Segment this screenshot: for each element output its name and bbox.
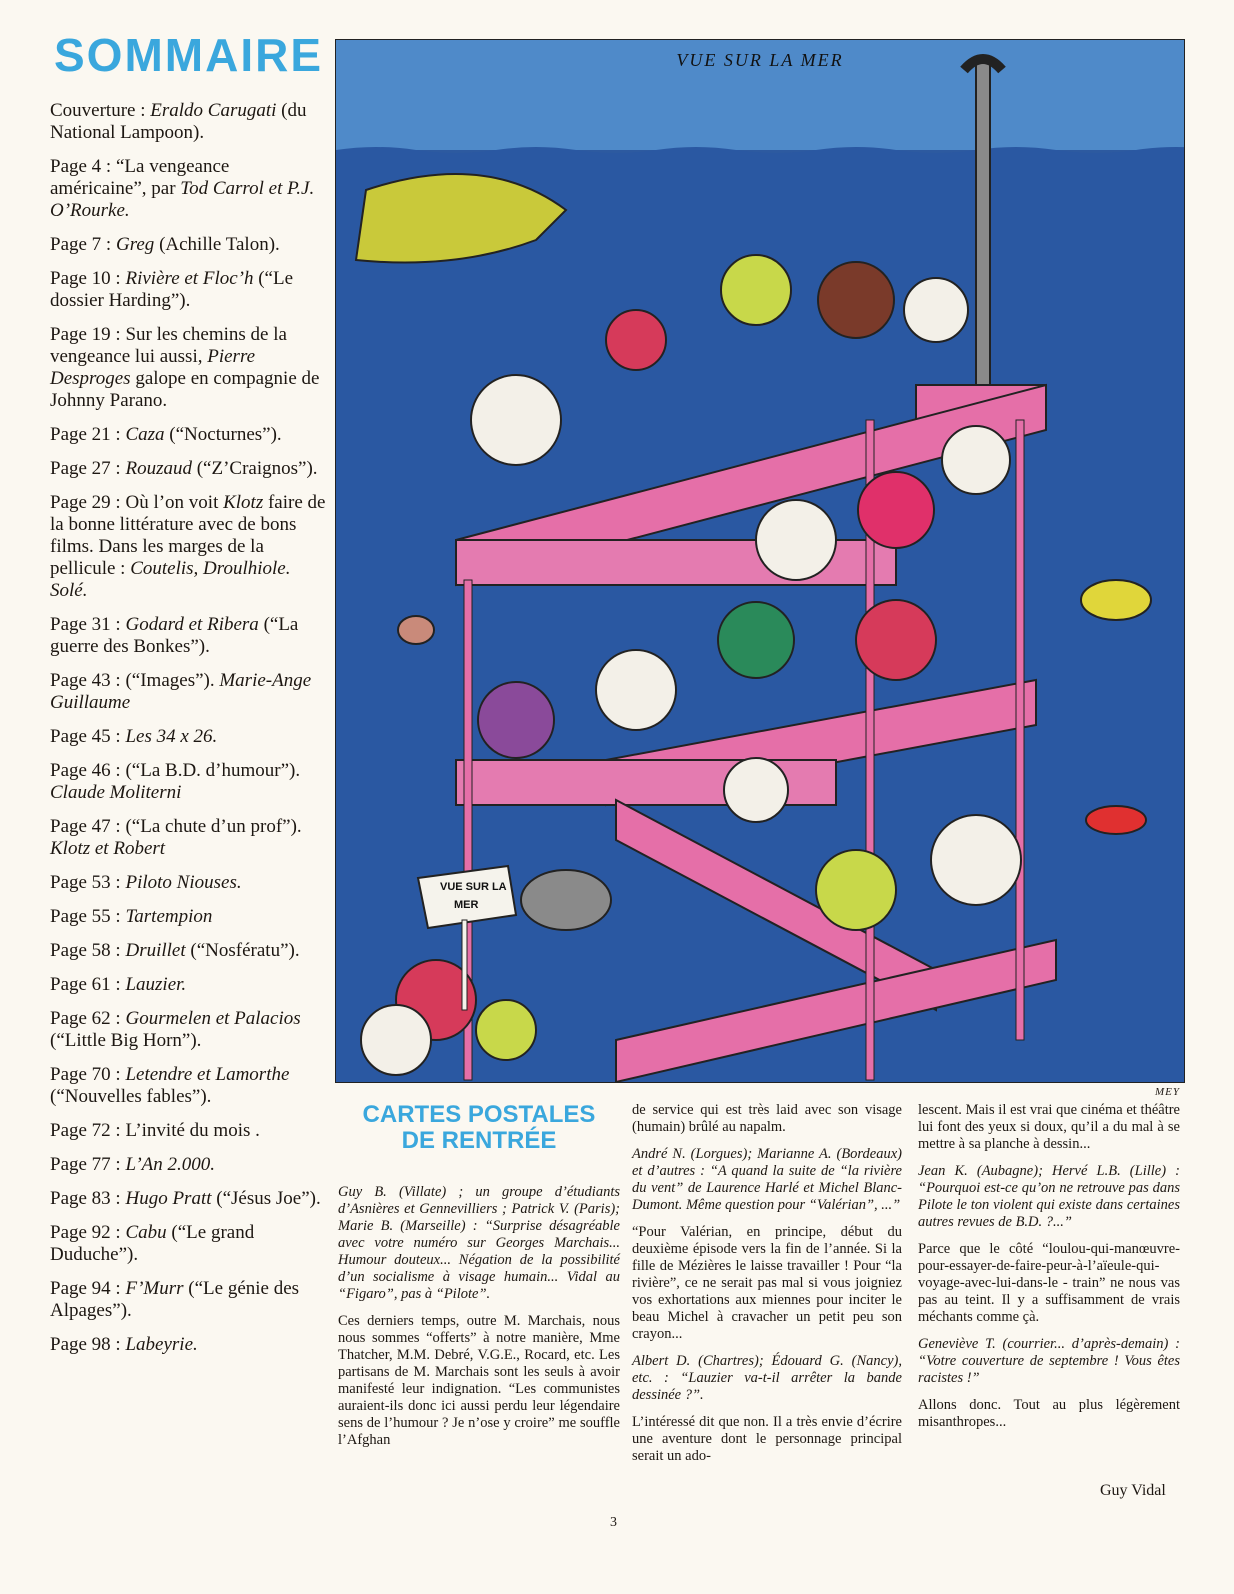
toc-entry-label: Page 19 : bbox=[50, 324, 121, 345]
letters-column-3 bbox=[918, 1102, 1180, 1441]
toc-entry bbox=[50, 974, 328, 996]
toc-entry bbox=[50, 1008, 328, 1052]
toc-entry-italic: Labeyrie. bbox=[125, 1334, 198, 1355]
sign-text-line1: VUE SUR LA bbox=[440, 881, 507, 893]
toc-entry-text: (du National Lampoon). bbox=[50, 100, 307, 143]
editor-reply: Ces derniers temps, outre M. Marchais, nous nous sommes “offerts” à notre manière, Mme Thatcher, M.M. Debré, V.G.E., Rocard, etc. Les partisans de M. Marchais sont les seuls à avoir manifesté leur indignation. “Les communistes auraient-ils donc ici aussi perdu leur légendaire sens de l’humour ? Je n’ose y croire” me souffle l’Afghan bbox=[338, 1313, 620, 1448]
toc-entry-label: Page 7 : bbox=[50, 234, 112, 255]
underwater-cartoon bbox=[336, 40, 1184, 1082]
toc-entry-label: Page 72 : bbox=[50, 1120, 121, 1141]
toc-entry-label: Page 98 : bbox=[50, 1334, 121, 1355]
illustration-vue-sur-la-mer bbox=[336, 40, 1184, 1082]
toc-entry bbox=[50, 1222, 328, 1266]
sign-text-line2: MER bbox=[454, 899, 479, 911]
toc-entry bbox=[50, 940, 328, 962]
toc-entry-italic: Druillet bbox=[125, 940, 186, 961]
illustration-title: VUE SUR LA MER bbox=[676, 50, 844, 70]
toc-entry-italic: F’Murr bbox=[125, 1278, 184, 1299]
toc-entry bbox=[50, 1064, 328, 1108]
toc-entry bbox=[50, 492, 328, 602]
editor-reply: Allons donc. Tout au plus légèrement misanthropes... bbox=[918, 1397, 1180, 1430]
toc-entry bbox=[50, 324, 328, 412]
toc-entry bbox=[50, 1188, 328, 1210]
toc-entry bbox=[50, 100, 328, 144]
toc-entry-italic: Marie-Ange Guillaume bbox=[50, 670, 312, 713]
toc-entry-italic: Pierre Desproges bbox=[50, 346, 256, 389]
toc-entry-text2: galope en compagnie de Johnny Parano. bbox=[50, 368, 320, 411]
editor-reply: lescent. Mais il est vrai que cinéma et théâtre lui font des yeux si doux, qu’il a du mal à se mettre à sa planche à dessin... bbox=[918, 1102, 1180, 1152]
toc-entry-italic: Hugo Pratt bbox=[125, 1188, 212, 1209]
toc-entry bbox=[50, 268, 328, 312]
editor-reply: “Pour Valérian, en principe, début du deuxième épisode vers la fin de l’année. Si la fille de Mézières le laisse travailler ! Pour “la rivière”, ce ne serait pas mal si vous joigniez vos exhortations aux miennes pour inciter le beau Michel à cravacher un petit peu son crayon... bbox=[632, 1224, 902, 1342]
toc-entry-label: Page 27 : bbox=[50, 458, 121, 479]
toc-entry-italic: Letendre et Lamorthe bbox=[125, 1064, 290, 1085]
toc-entry-italic: Gourmelen et Palacios bbox=[125, 1008, 301, 1029]
toc-entry-label: Page 31 : bbox=[50, 614, 121, 635]
toc-entry-label: Page 70 : bbox=[50, 1064, 121, 1085]
toc-entry bbox=[50, 1278, 328, 1322]
toc-entry-label: Page 29 : bbox=[50, 492, 121, 513]
toc-entry-italic: Rouzaud bbox=[125, 458, 192, 479]
toc-entry-text: (“Nosfératu”). bbox=[190, 940, 300, 961]
toc-entry-label: Page 77 : bbox=[50, 1154, 121, 1175]
toc-entry-italic: Caza bbox=[125, 424, 165, 445]
cartes-postales-title bbox=[338, 1102, 620, 1154]
toc-entry-text: “La vengeance américaine”, par bbox=[50, 156, 230, 199]
toc-entry bbox=[50, 726, 328, 748]
letters-column-2 bbox=[632, 1102, 902, 1475]
reader-letter-header: André N. (Lorgues); Marianne A. (Bordeaux) et d’autres : “A quand la suite de “la rivière du vent” de Laurence Harlé et Michel Blanc-Dumont. Même question pour “Valérian”, ...” bbox=[632, 1146, 902, 1213]
toc-entry-label: Page 58 : bbox=[50, 940, 121, 961]
toc-entry-italic: Klotz et Robert bbox=[50, 838, 166, 859]
toc-entry-text: (“Z’Craignos”). bbox=[196, 458, 318, 479]
toc-entry-italic: L’An 2.000. bbox=[125, 1154, 216, 1175]
toc-entry-label: Page 83 : bbox=[50, 1188, 121, 1209]
toc-entry-italic: Klotz bbox=[223, 492, 264, 513]
toc-entry-label: Page 61 : bbox=[50, 974, 121, 995]
artist-signature: MEY bbox=[1155, 1086, 1180, 1098]
toc-entry-text: (“La guerre des Bonkes”). bbox=[50, 614, 299, 657]
reader-letter-header: Jean K. (Aubagne); Hervé L.B. (Lille) : “Pourquoi est-ce qu’on ne retrouve pas dans Pilote le ton violent qui existe dans certaines autres revues de B.D. ?...” bbox=[918, 1163, 1180, 1230]
toc-entry-italic: Les 34 x 26. bbox=[125, 726, 218, 747]
toc-entry-italic: Claude Moliterni bbox=[50, 782, 182, 803]
toc-entry-text: (“La B.D. d’humour”). bbox=[125, 760, 301, 781]
toc-entry-label: Page 94 : bbox=[50, 1278, 121, 1299]
toc-entry-label: Page 92 : bbox=[50, 1222, 121, 1243]
toc-entry-text: (“Jésus Joe”). bbox=[216, 1188, 321, 1209]
toc-entry bbox=[50, 156, 328, 222]
toc-entry bbox=[50, 458, 328, 480]
toc-entry-text2: faire de la bonne littérature avec de bons films. Dans les marges de la pellicule : bbox=[50, 492, 326, 579]
author-signature: Guy Vidal bbox=[1100, 1482, 1166, 1499]
toc-entry-text: (“Le dossier Harding”). bbox=[50, 268, 294, 311]
toc-entry-italic: Greg bbox=[115, 234, 155, 255]
toc-entry-text: (“Nouvelles fables”). bbox=[50, 1086, 212, 1107]
toc-entry-italic: Piloto Niouses. bbox=[125, 872, 242, 893]
toc-entry-label: Page 53 : bbox=[50, 872, 121, 893]
table-of-contents bbox=[50, 100, 328, 1368]
page-number: 3 bbox=[610, 1515, 617, 1530]
toc-entry-text: (“La chute d’un prof”). bbox=[125, 816, 302, 837]
reader-letter-header: Albert D. (Chartres); Édouard G. (Nancy), etc. : “Lauzier va-t-il arrêter la bande dessinée ?”. bbox=[632, 1353, 902, 1403]
toc-entry bbox=[50, 816, 328, 860]
toc-entry-italic: Eraldo Carugati bbox=[150, 100, 277, 121]
toc-entry-label: Page 45 : bbox=[50, 726, 121, 747]
toc-entry bbox=[50, 670, 328, 714]
reader-letter-header: Guy B. (Villate) ; un groupe d’étudiants d’Asnières et Gennevilliers ; Patrick V. (Paris); Marie B. (Marseille) : “Surprise désagréable avec votre numéro sur Georges Marchais... Humour douteux... Négation de la possibilité d’un socialisme à visage humain... Vidal au “Figaro”, pas à “Pilote”. bbox=[338, 1184, 620, 1302]
toc-entry-label: Page 55 : bbox=[50, 906, 121, 927]
toc-entry-label: Page 47 : bbox=[50, 816, 121, 837]
editor-reply: Parce que le côté “loulou-qui-manœuvre-pour-essayer-de-faire-peur-à-l’aïeule-qui-voyage-avec-lui-dans-le - train” ne nous vas pas au teint. Il y a suffisamment de vrais méchants comme çà. bbox=[918, 1241, 1180, 1325]
toc-entry bbox=[50, 872, 328, 894]
editor-reply: L’intéressé dit que non. Il a très envie d’écrire une aventure dont le personnage principal serait un ado- bbox=[632, 1414, 902, 1464]
toc-entry-italic: Lauzier. bbox=[125, 974, 187, 995]
toc-entry bbox=[50, 1120, 328, 1142]
toc-entry-text: (Achille Talon). bbox=[159, 234, 280, 255]
toc-entry-italic2: Coutelis, Droulhiole. Solé. bbox=[50, 558, 291, 601]
sommaire-title: SOMMAIRE bbox=[54, 29, 323, 81]
toc-entry bbox=[50, 1154, 328, 1176]
toc-entry bbox=[50, 234, 328, 256]
toc-entry-text: L’invité du mois . bbox=[125, 1120, 260, 1141]
reader-letter-header: Geneviève T. (courrier... d’après-demain) : “Votre couverture de septembre ! Vous êtes racistes !” bbox=[918, 1336, 1180, 1386]
toc-entry-text: Où l’on voit bbox=[125, 492, 219, 513]
toc-entry-text: Sur les chemins de la vengeance lui aussi, bbox=[50, 324, 287, 367]
toc-entry bbox=[50, 1334, 328, 1356]
cartes-title-line1: CARTES POSTALES bbox=[362, 1101, 596, 1128]
toc-entry-italic: Godard et Ribera bbox=[125, 614, 259, 635]
toc-entry-text: (“Le génie des Alpages”). bbox=[50, 1278, 300, 1321]
toc-entry-italic: Tartempion bbox=[125, 906, 213, 927]
toc-entry-label: Page 21 : bbox=[50, 424, 121, 445]
toc-entry-text: (“Nocturnes”). bbox=[169, 424, 282, 445]
letters-column-1 bbox=[338, 1184, 620, 1459]
toc-entry-label: Page 62 : bbox=[50, 1008, 121, 1029]
toc-entry-italic: Tod Carrol et P.J. O’Rourke. bbox=[50, 178, 315, 221]
toc-entry-label: Couverture : bbox=[50, 100, 146, 121]
toc-entry-text: (“Little Big Horn”). bbox=[50, 1030, 202, 1051]
toc-entry bbox=[50, 424, 328, 446]
toc-entry-text: (“Le grand Duduche”). bbox=[50, 1222, 255, 1265]
toc-entry-label: Page 4 : bbox=[50, 156, 112, 177]
toc-entry-label: Page 46 : bbox=[50, 760, 121, 781]
editor-reply: de service qui est très laid avec son visage (humain) brûlé au napalm. bbox=[632, 1102, 902, 1135]
toc-entry-italic: Rivière et Floc’h bbox=[125, 268, 254, 289]
toc-entry bbox=[50, 760, 328, 804]
toc-entry-text: (“Images”). bbox=[125, 670, 215, 691]
toc-entry-italic: Cabu bbox=[125, 1222, 167, 1243]
toc-entry bbox=[50, 906, 328, 928]
cartes-title-line2: DE RENTRÉE bbox=[401, 1127, 557, 1154]
toc-entry-label: Page 43 : bbox=[50, 670, 121, 691]
toc-entry-label: Page 10 : bbox=[50, 268, 121, 289]
toc-entry bbox=[50, 614, 328, 658]
